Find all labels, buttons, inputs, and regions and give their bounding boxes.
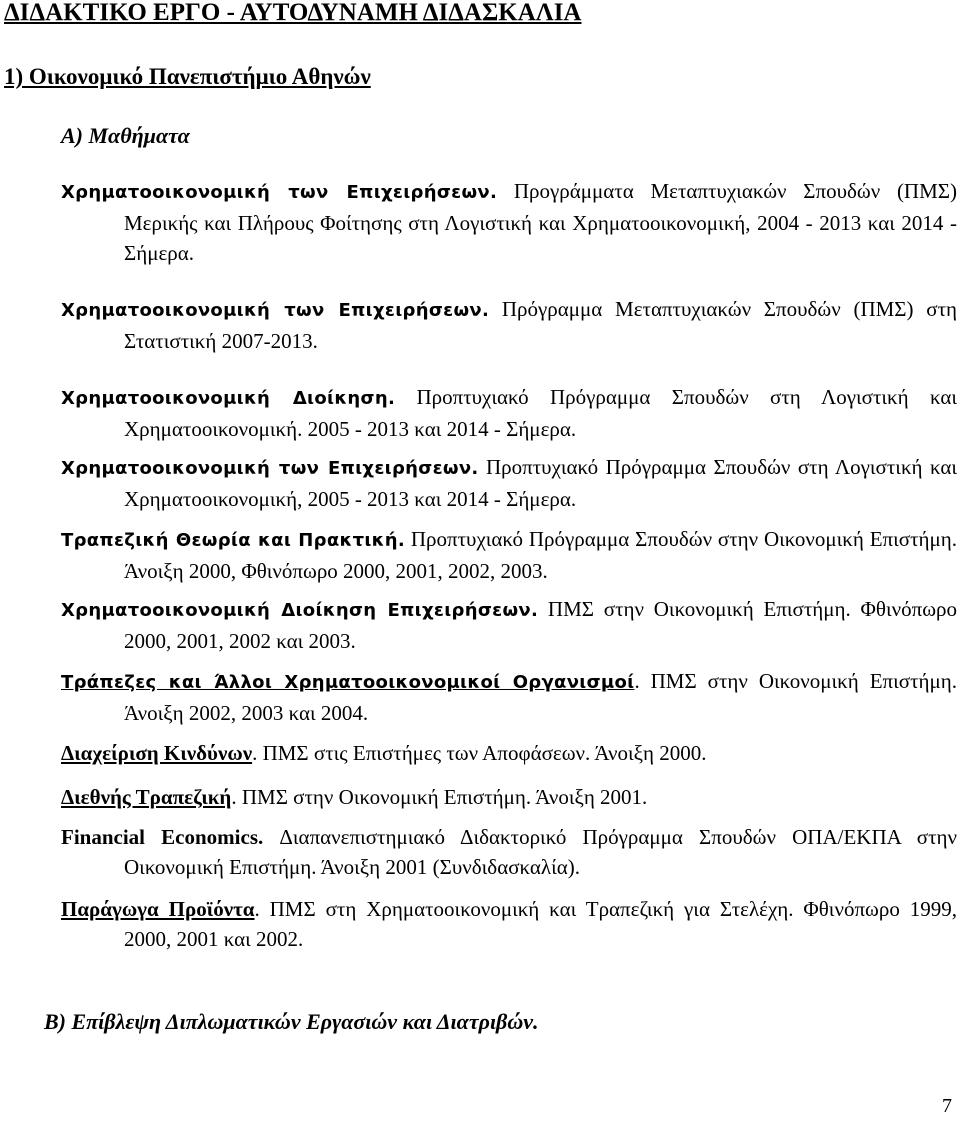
course-description: Προγράμματα Μεταπτυχιακών Σπουδών (ΠΜΣ) Μερικής και Πλήρους Φοίτησης στη Λογιστική και Χρηματοοικονομική, 2004 - 2013 και 2014 - Σήμερα.: [124, 179, 957, 265]
course-entry: [61, 452, 957, 514]
course-title: Financial Economics.: [61, 825, 264, 849]
course-title: Χρηματοοικονομική των Επιχειρήσεων.: [61, 458, 479, 479]
course-description: Προπτυχιακό Πρόγραμμα Σπουδών στην Οικονομική Επιστήμη. Άνοιξη 2000, Φθινόπωρο 2000, 2001, 2002, 2003.: [124, 527, 958, 583]
course-title: Τράπεζες και Άλλοι Χρηματοοικονομικοί Οργανισμοί: [61, 672, 635, 693]
course-entry: [61, 176, 957, 268]
course-entry: [61, 294, 957, 356]
course-entry: [61, 782, 957, 812]
page-title: ΔΙΔΑΚΤΙΚΟ ΕΡΓΟ - ΑΥΤΟΔΥΝΑΜΗ ΔΙΔΑΣΚΑΛΙΑ: [4, 0, 582, 26]
course-description: . ΠΜΣ στη Χρηματοοικονομική και Τραπεζική για Στελέχη. Φθινόπωρο 1999, 2000, 2001 και 2002.: [124, 897, 957, 951]
course-entry: [61, 894, 957, 954]
course-description: Προπτυχιακό Πρόγραμμα Σπουδών στη Λογιστική και Χρηματοοικονομική. 2005 - 2013 και 2014 - Σήμερα.: [124, 385, 957, 441]
course-entry: [61, 594, 957, 656]
course-description: Προπτυχιακό Πρόγραμμα Σπουδών στη Λογιστική και Χρηματοοικονομική, 2005 - 2013 και 2014 - Σήμερα.: [124, 455, 957, 511]
course-title: Τραπεζική Θεωρία και Πρακτική.: [61, 530, 406, 551]
course-description: Διαπανεπιστημιακό Διδακτορικό Πρόγραμμα Σπουδών ΟΠΑ/ΕΚΠΑ στην Οικονομική Επιστήμη. Άνοιξη 2001 (Συνδιδασκαλία).: [124, 825, 958, 879]
course-description: . ΠΜΣ στην Οικονομική Επιστήμη. Άνοιξη 2002, 2003 και 2004.: [124, 669, 958, 725]
section-b-heading: Β) Επίβλεψη Διπλωματικών Εργασιών και Διατριβών.: [44, 1009, 539, 1034]
course-title: Χρηματοοικονομική Διοίκηση.: [61, 388, 396, 409]
course-entry: [61, 738, 957, 768]
course-entry: [61, 524, 957, 586]
course-title: Διαχείριση Κινδύνων: [61, 741, 253, 765]
course-title: Χρηματοοικονομική των Επιχειρήσεων.: [61, 182, 498, 203]
course-description: . ΠΜΣ στην Οικονομική Επιστήμη. Άνοιξη 2001.: [231, 785, 648, 809]
course-title: Χρηματοοικονομική Διοίκηση Επιχειρήσεων.: [61, 600, 539, 621]
university-heading: 1) Οικονομικό Πανεπιστήμιο Αθηνών: [4, 64, 371, 89]
course-description: ΠΜΣ στην Οικονομική Επιστήμη. Φθινόπωρο 2000, 2001, 2002 και 2003.: [124, 597, 958, 653]
course-title: Χρηματοοικονομική των Επιχειρήσεων.: [61, 300, 490, 321]
course-description: Πρόγραμμα Μεταπτυχιακών Σπουδών (ΠΜΣ) στη Στατιστική 2007-2013.: [124, 297, 957, 353]
course-description: . ΠΜΣ στις Επιστήμες των Αποφάσεων. Άνοιξη 2000.: [252, 741, 707, 765]
course-title: Παράγωγα Προϊόντα: [61, 897, 255, 921]
course-title: Διεθνής Τραπεζική: [61, 785, 232, 809]
course-entry: [61, 382, 957, 444]
section-a-heading: Α) Μαθήματα: [61, 123, 190, 148]
page-number: 7: [942, 1095, 952, 1117]
course-entry: [61, 666, 957, 728]
course-entry: [61, 822, 957, 882]
